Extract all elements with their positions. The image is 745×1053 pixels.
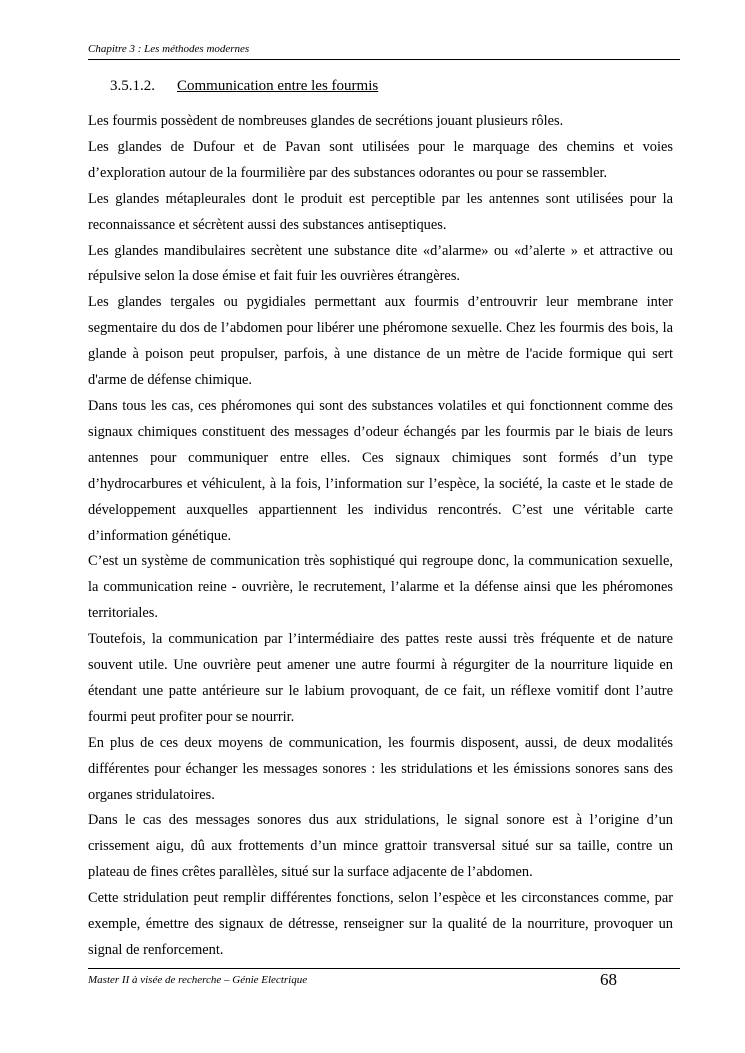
paragraph: Dans tous les cas, ces phéromones qui sont des substances volatiles et qui fonctionnent comme des signaux chimiques constituent des messages d’odeur échangés par les fourmis par le biais de leurs antennes pour communiquer entre elles. Ces signaux chimiques sont formés d’un type d’hydrocarbures et véhiculent, à la fois, l’information sur l’espèce, la société, la caste et le stade de développement auxquelles appartiennent les individus rencontrés. C’est une véritable carte d’information génétique. — [88, 397, 673, 544]
section-title — [110, 76, 378, 96]
paragraph: En plus de ces deux moyens de communication, les fourmis disposent, aussi, de deux modalités différentes pour échanger les messages sonores : les stridulations et les émissions sonores sans des organes stridulatoires. — [88, 734, 673, 803]
page-footer — [88, 968, 680, 989]
section-heading: Communication entre les fourmis — [177, 78, 379, 94]
paragraph: C’est un système de communication très sophistiqué qui regroupe donc, la communication sexuelle, la communication reine - ouvrière, le recrutement, l’alarme et la défense ainsi que les phéromones territoriales. — [88, 553, 673, 622]
footer-text: Master II à visée de recherche – Génie Electrique — [88, 974, 308, 986]
paragraph: Les glandes mandibulaires secrètent une substance dite «d’alarme» ou «d’alerte » et attractive ou répulsive selon la dose émise et fait fuir les ouvrières étrangères. — [88, 242, 673, 285]
paragraph: Dans le cas des messages sonores dus aux stridulations, le signal sonore est à l’origine d’un crissement aigu, dû aux frottements d’un mince grattoir transversal situé sur sa taille, contre un plateau de fines crêtes parallèles, situé sur la surface adjacente de l’abdomen. — [88, 812, 673, 881]
paragraph: Les glandes tergales ou pygidiales permettant aux fourmis d’entrouvrir leur membrane inter segmentaire du dos de l’abdomen pour libérer une phéromone sexuelle. Chez les fourmis des bois, la glande à poison peut propulser, parfois, à une distance de un mètre de l'acide formique qui sert d'arme de défense chimique. — [88, 294, 673, 389]
paragraph: Cette stridulation peut remplir différentes fonctions, selon l’espèce et les circonstances comme, par exemple, émettre des signaux de détresse, renseigner sur la qualité de la nourriture, provoquer un signal de renforcement. — [88, 890, 673, 958]
page-header — [88, 42, 680, 60]
section-number: 3.5.1.2. — [110, 78, 155, 94]
paragraph: Les glandes métapleurales dont le produit est perceptible par les antennes sont utilisées pour la reconnaissance et sécrètent aussi des substances antiseptiques. — [88, 190, 673, 233]
page-number: 68 — [600, 970, 617, 989]
paragraph: Toutefois, la communication par l’intermédiaire des pattes reste aussi très fréquente et de nature souvent utile. Une ouvrière peut amener une autre fourmi à régurgiter de la nourriture liquide en étendant une patte antérieure sur le labium provoquant, de ce fait, un réflexe vomitif dont l’autre fourmi peut profiter pour se nourrir. — [88, 631, 673, 725]
body-text — [88, 109, 673, 964]
chapter-title: Chapitre 3 : Les méthodes modernes — [88, 43, 250, 55]
paragraph: Les glandes de Dufour et de Pavan sont utilisées pour le marquage des chemins et voies d’exploration autour de la fourmilière par des substances odorantes ou pour se rassembler. — [88, 138, 673, 181]
paragraph: Les fourmis possèdent de nombreuses glandes de secrétions jouant plusieurs rôles. — [88, 113, 564, 129]
